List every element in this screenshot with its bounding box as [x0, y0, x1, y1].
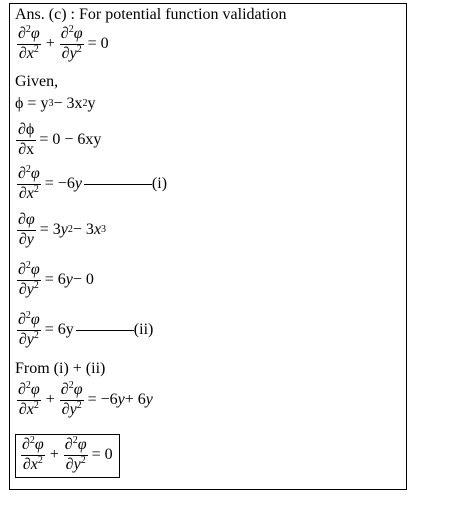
d2phi-dy2-second: $\frac{\partial^2\varphi}{\partial y^2}$ = 6y (ii) — [18, 310, 154, 348]
solution-box — [9, 3, 407, 490]
given-label: Given, — [15, 73, 59, 90]
equation-tag-i: (i) — [151, 175, 168, 193]
final-result — [15, 434, 120, 478]
fraction-d2phi-dy2: $\frac{\partial^2\varphi}{\partial y^2}$ — [18, 310, 40, 348]
fraction-d2phi-dx2: ∂$^2$φ $\partial x^2$ — [18, 24, 40, 62]
dphi-dx-equation: $\frac{\partial\phi}{\partial x}$ = 0 − 6xy — [18, 121, 102, 158]
d2phi-dy2-first: $\frac{\partial^2\varphi}{\partial y^2}$ = 6 y − 0 — [18, 260, 94, 298]
fraction-d2phi-dx2: ∂$^2$φ $\partial x^2$ — [22, 435, 44, 473]
fraction-d2phi-dy2: $\frac{\partial^2\varphi}{\partial y^2}$ — [64, 435, 87, 473]
fraction-d2phi-dx2: ∂$^2$φ $\partial x^2$ — [18, 380, 40, 418]
fraction-d2phi-dy2: $\frac{\partial^2\varphi}{\partial y^2}$ — [60, 380, 83, 418]
fraction-d2phi-dy2: $\frac{\partial^2\varphi}{\partial y^2}$ — [60, 24, 83, 62]
boxed-result: ∂$^2$φ $\partial x^2$ + $\frac{\partial^2\varphi}{\partial y^2}$ = 0 — [15, 434, 120, 478]
d2phi-dx2-equation: $\frac{\partial^2\varphi}{\partial x^2}$ = −6 y (i) — [18, 164, 168, 202]
fraction-d2phi-dy2: $\frac{\partial^2\varphi}{\partial y^2}$ — [18, 260, 40, 298]
header-text: Ans. (c) : For potential function validation — [15, 6, 287, 23]
leader-line — [84, 184, 152, 185]
dphi-dy-equation: $\frac{\partial\varphi}{\partial y}$ = 3 y 2 − 3 x 3 — [18, 211, 107, 248]
equals-zero: = 0 — [87, 35, 109, 53]
answer-header — [15, 7, 287, 23]
leader-line — [76, 330, 134, 331]
plus-sign: + — [45, 35, 55, 53]
from-label: From (i) + (ii) — [15, 360, 106, 377]
sum-equation: ∂$^2$φ $\partial x^2$ + $\frac{\partial^2\varphi}{\partial y^2}$ = −6 y + 6 y — [18, 380, 153, 418]
fraction-d2phi-dx2: $\frac{\partial^2\varphi}{\partial x^2}$ — [18, 164, 40, 202]
equation-tag-ii: (ii) — [133, 321, 154, 339]
fraction-dphi-dx: $\frac{\partial\phi}{\partial x}$ — [18, 121, 35, 158]
phi-definition: ϕ = y 3 − 3x 2 y — [15, 95, 96, 112]
laplace-equation — [15, 26, 109, 63]
fraction-dphi-dy: $\frac{\partial\varphi}{\partial y}$ — [18, 211, 35, 248]
